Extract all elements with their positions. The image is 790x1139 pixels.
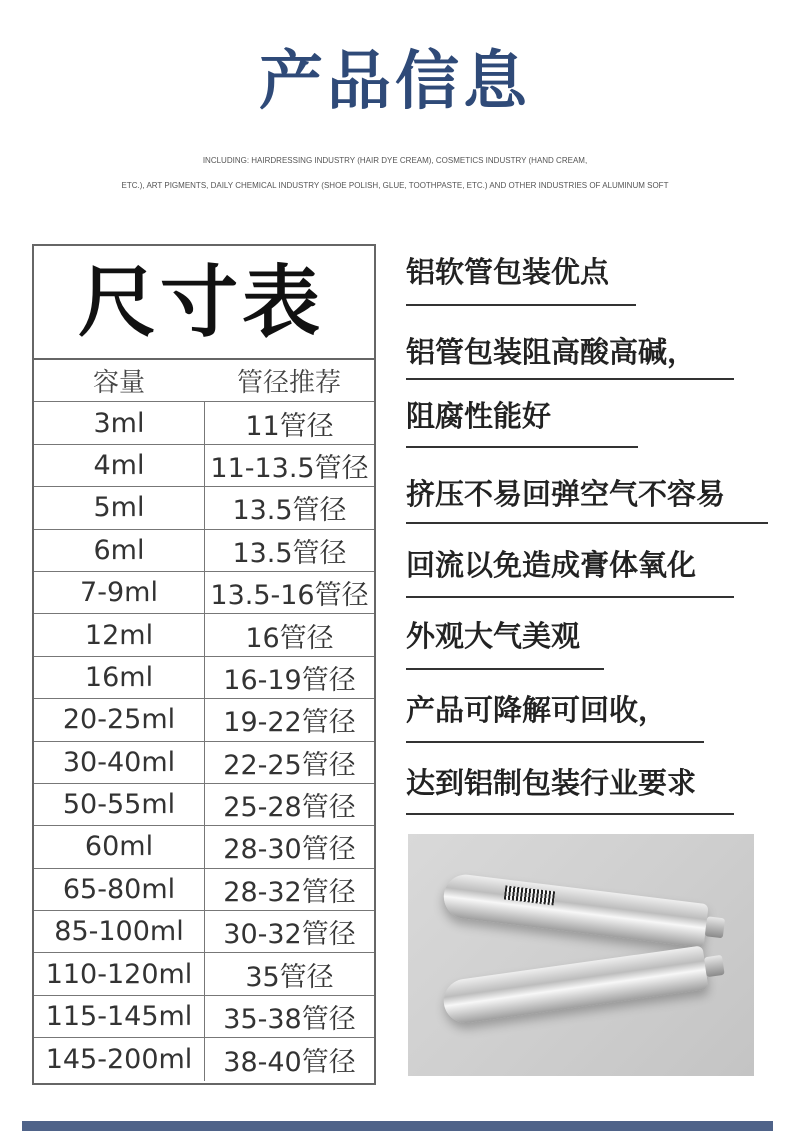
- capacity-cell: 110-120ml: [34, 953, 205, 994]
- capacity-cell: 12ml: [34, 614, 205, 655]
- underline-divider: [406, 304, 636, 306]
- size-table-title: 尺寸表: [34, 246, 374, 360]
- advantage-text: 回流以免造成膏体氧化: [406, 548, 697, 582]
- table-row: [34, 996, 374, 1038]
- column-header-capacity: 容量: [92, 368, 145, 399]
- diameter-cell: 13.5-16管径: [210, 580, 369, 612]
- underline-divider: [406, 378, 734, 380]
- underline-divider: [406, 446, 638, 448]
- diameter-cell: 19-22管径: [223, 707, 356, 739]
- capacity-cell: 115-145ml: [34, 996, 205, 1037]
- diameter-cell: 28-30管径: [223, 834, 356, 866]
- underline-divider: [406, 522, 768, 524]
- capacity-cell: 5ml: [34, 487, 205, 528]
- barcode-label: [504, 885, 555, 905]
- capacity-cell: 65-80ml: [34, 869, 205, 910]
- diameter-cell: 25-28管径: [223, 792, 356, 824]
- advantage-text: 产品可降解可回收，: [406, 693, 668, 727]
- capacity-cell: 85-100ml: [34, 911, 205, 952]
- capacity-cell: 30-40ml: [34, 742, 205, 783]
- table-row: [34, 784, 374, 826]
- table-row: [34, 614, 374, 656]
- capacity-cell: 60ml: [34, 826, 205, 867]
- size-table-header-row: [34, 360, 374, 402]
- table-row: [34, 911, 374, 953]
- underline-divider: [406, 596, 734, 598]
- aluminum-tube-image: [441, 872, 708, 948]
- advantage-text: 达到铝制包装行业要求: [406, 766, 697, 800]
- table-row: [34, 572, 374, 614]
- table-row: [34, 530, 374, 572]
- subtitle-line-2: ETC.), ART PIGMENTS, DAILY CHEMICAL INDUSTRY (SHOE POLISH, GLUE, TOOTHPASTE, ETC.) AND OTHER INDUSTRIES OF ALUMINUM SOFT: [121, 181, 669, 190]
- table-row: [34, 487, 374, 529]
- advantages-heading: 铝软管包装优点: [406, 255, 610, 289]
- diameter-cell: 28-32管径: [223, 876, 356, 908]
- table-row: [34, 402, 374, 444]
- table-row: [34, 657, 374, 699]
- diameter-cell: 11管径: [245, 410, 334, 442]
- underline-divider: [406, 741, 704, 743]
- bottom-bar: [22, 1121, 773, 1131]
- table-row: [34, 445, 374, 487]
- product-photo: [408, 834, 754, 1076]
- table-row: [34, 699, 374, 741]
- capacity-cell: 3ml: [34, 402, 205, 443]
- table-row: [34, 826, 374, 868]
- table-row: [34, 742, 374, 784]
- tube-nozzle: [704, 955, 725, 977]
- capacity-cell: 4ml: [34, 445, 205, 486]
- capacity-cell: 20-25ml: [34, 699, 205, 740]
- diameter-cell: 13.5管径: [232, 537, 347, 569]
- diameter-cell: 35管径: [245, 961, 334, 993]
- subtitle-line-1: INCLUDING: HAIRDRESSING INDUSTRY (HAIR DYE CREAM), COSMETICS INDUSTRY (HAND CREAM,: [202, 156, 588, 165]
- advantage-text: 阻腐性能好: [406, 399, 552, 433]
- advantage-text: 外观大气美观: [406, 619, 581, 653]
- advantage-text: 挤压不易回弹空气不容易: [406, 477, 726, 511]
- column-header-diameter: 管径推荐: [236, 368, 341, 399]
- capacity-cell: 145-200ml: [34, 1038, 205, 1080]
- underline-divider: [406, 813, 734, 815]
- diameter-cell: 35-38管径: [223, 1004, 356, 1036]
- diameter-cell: 16管径: [245, 622, 334, 654]
- capacity-cell: 16ml: [34, 657, 205, 698]
- underline-divider: [406, 668, 604, 670]
- table-row: [34, 1038, 374, 1080]
- capacity-cell: 50-55ml: [34, 784, 205, 825]
- tube-nozzle: [705, 916, 725, 938]
- diameter-cell: 22-25管径: [223, 749, 356, 781]
- diameter-cell: 16-19管径: [223, 664, 356, 696]
- size-table: [32, 244, 376, 1085]
- table-row: [34, 869, 374, 911]
- advantage-text: 铝管包装阻高酸高碱，: [406, 335, 697, 369]
- diameter-cell: 38-40管径: [223, 1046, 356, 1078]
- page-title: 产品信息: [259, 45, 531, 119]
- table-row: [34, 953, 374, 995]
- aluminum-tube-image: [441, 945, 709, 1025]
- diameter-cell: 13.5管径: [232, 495, 347, 527]
- diameter-cell: 30-32管径: [223, 919, 356, 951]
- capacity-cell: 7-9ml: [34, 572, 205, 613]
- diameter-cell: 11-13.5管径: [210, 452, 369, 484]
- capacity-cell: 6ml: [34, 530, 205, 571]
